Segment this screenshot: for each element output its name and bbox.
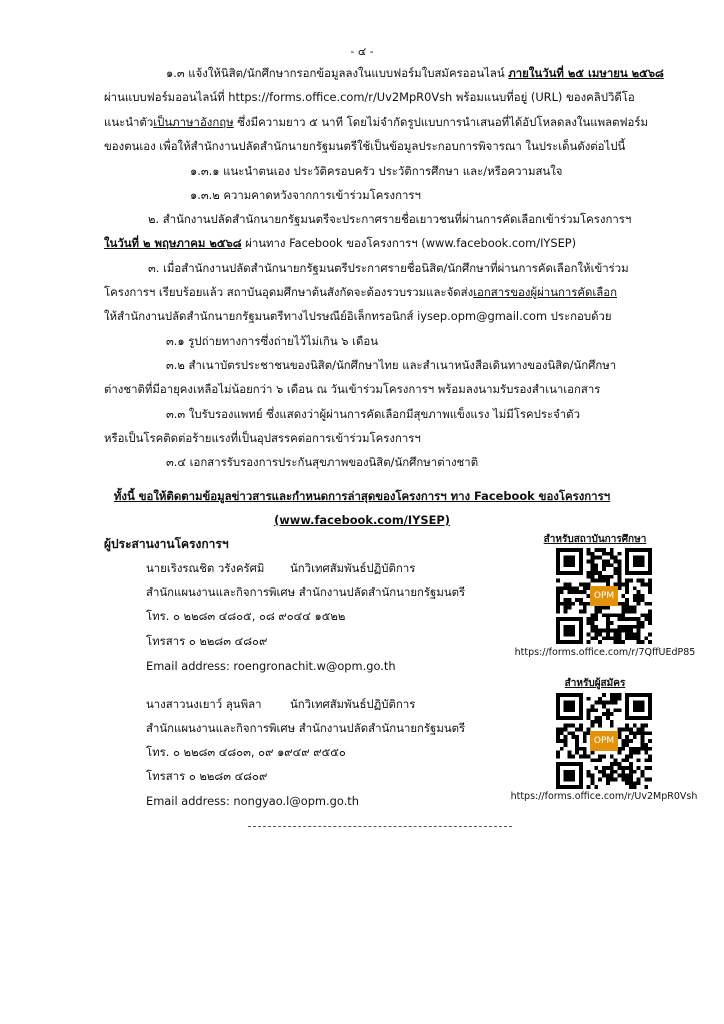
coordinator-2-position: นักวิเทศสัมพันธ์ปฏิบัติการ	[290, 697, 416, 711]
para-3-line-2	[104, 285, 617, 300]
opm-logo: OPM	[590, 586, 618, 606]
qr-institution-url[interactable]: https://forms.office.com/r/7QffUEdP85	[514, 647, 696, 658]
item-1-3-1: ๑.๓.๑ แนะนำตนเอง ประวัติครอบครัว ประวัติการศึกษา และ/หรือความสนใจ	[190, 164, 563, 178]
coordinator-2-office: สำนักแผนงานและกิจการพิเศษ สำนักงานปลัดสำนักนายกรัฐมนตรี	[146, 721, 466, 735]
para-1-3-line-1	[166, 66, 664, 81]
para-1-3-line-4: ของตนเอง เพื่อให้สำนักงานปลัดสำนักนายกรัฐมนตรีใช้เป็นข้อมูลประกอบการพิจารณา ในประเด็นดังต่อไปนี้	[104, 139, 626, 153]
para-1-3-text: แนะนำตัว	[104, 115, 154, 129]
para-2-line-2	[104, 236, 576, 251]
para-1-3-line-3	[104, 115, 648, 130]
para-3-text: โครงการฯ เรียบร้อยแล้ว สถาบันอุดมศึกษาต้นสังกัดจะต้องรวบรวมและจัดส่ง	[104, 285, 474, 299]
qr-code-applicant[interactable]	[556, 693, 652, 789]
coordinator-1-phone: โทร. ๐ ๒๒๘๓ ๔๘๐๕, ๐๘ ๙๐๔๔ ๑๕๒๒	[146, 609, 346, 623]
announcement-date: ในวันที่ ๒ พฤษภาคม ๒๕๖๘	[104, 236, 242, 250]
qr-institution-label: สำหรับสถาบันการศึกษา	[543, 534, 647, 545]
item-3-3-line-2: หรือเป็นโรคติดต่อร้ายแรงที่เป็นอุปสรรคต่อการเข้าร่วมโครงการฯ	[104, 431, 421, 445]
para-3-line-1: ๓. เมื่อสำนักงานปลัดสำนักนายกรัฐมนตรีประกาศรายชื่อนิสิต/นักศึกษาที่ผ่านการคัดเลือกให้เข้าร่วม	[148, 261, 629, 275]
qr-applicant-url[interactable]: https://forms.office.com/r/Uv2MpR0Vsh	[510, 791, 698, 802]
deadline-date: ภายในวันที่ ๒๕ เมษายน ๒๕๖๘	[508, 66, 664, 80]
para-2-text: ผ่านทาง Facebook ของโครงการฯ (www.facebook.com/IYSEP)	[241, 236, 577, 250]
item-3-4: ๓.๔ เอกสารรับรองการประกันสุขภาพของนิสิต/นักศึกษาต่างชาติ	[166, 455, 479, 469]
coordinators-heading: ผู้ประสานงานโครงการฯ	[104, 537, 229, 551]
coordinator-1-position: นักวิเทศสัมพันธ์ปฏิบัติการ	[290, 561, 416, 575]
english-language-note: เป็นภาษาอังกฤษ	[153, 115, 234, 129]
para-1-3-text: ซึ่งมีความยาว ๕ นาที โดยไม่จำกัดรูปแบบการนำเสนอที่ได้อัปโหลดลงในแพลตฟอร์ม	[233, 115, 649, 129]
item-3-2-line-2: ต่างชาติที่มีอายุคงเหลือไม่น้อยกว่า ๖ เดือน ณ วันเข้าร่วมโครงการฯ พร้อมลงนามรับรองสำเนาเอกสาร	[104, 382, 601, 396]
coordinator-1-fax: โทรสาร ๐ ๒๒๘๓ ๔๘๐๙	[146, 634, 268, 648]
para-1-3-text: ๑.๓ แจ้งให้นิสิต/นักศึกษากรอกข้อมูลลงในแบบฟอร์มใบสมัครออนไลน์	[166, 66, 509, 80]
item-3-2-line-1: ๓.๒ สำเนาบัตรประชาชนของนิสิต/นักศึกษาไทย และสำเนาหนังสือเดินทางของนิสิต/นักศึกษา	[166, 358, 617, 372]
item-3-1: ๓.๑ รูปถ่ายทางการซึ่งถ่ายไว้ไม่เกิน ๖ เดือน	[166, 334, 379, 348]
facebook-notice-url: (www.facebook.com/IYSEP)	[274, 513, 450, 527]
para-3-line-3: ให้สำนักงานปลัดสำนักนายกรัฐมนตรีทางไปรษณีย์อิเล็กทรอนิกส์ iysep.opm@gmail.com ประกอบด้วย	[104, 309, 612, 323]
qr-applicant-label: สำหรับผู้สมัคร	[564, 678, 626, 689]
para-1-3-line-2: ผ่านแบบฟอร์มออนไลน์ที่ https://forms.office.com/r/Uv2MpR0Vsh พร้อมแนบที่อยู่ (URL) ของคลิปวิดีโอ	[104, 90, 635, 104]
coordinator-2-name: นางสาวนงเยาว์ ลุนพิลา	[146, 697, 262, 711]
selected-documents-note: เอกสารของผู้ผ่านการคัดเลือก	[473, 285, 618, 299]
facebook-notice-line-1: ทั้งนี้ ขอให้ติดตามข้อมูลข่าวสารและกำหนดการล่าสุดของโครงการฯ ทาง Facebook ของโครงการฯ	[113, 489, 611, 503]
coordinator-2-phone: โทร. ๐ ๒๒๘๓ ๔๘๐๓, ๐๙ ๑๙๔๙ ๙๕๕๐	[146, 745, 346, 759]
page-number: - ๔ -	[350, 45, 374, 58]
coordinator-1-office: สำนักแผนงานและกิจการพิเศษ สำนักงานปลัดสำนักนายกรัฐมนตรี	[146, 585, 466, 599]
end-divider	[248, 826, 512, 827]
coordinator-2-fax: โทรสาร ๐ ๒๒๘๓ ๔๘๐๙	[146, 769, 268, 783]
item-1-3-2: ๑.๓.๒ ความคาดหวังจากการเข้าร่วมโครงการฯ	[190, 188, 421, 202]
para-2-line-1: ๒. สำนักงานปลัดสำนักนายกรัฐมนตรีจะประกาศรายชื่อเยาวชนที่ผ่านการคัดเลือกเข้าร่วมโครงการฯ	[148, 212, 632, 226]
qr-code-institution[interactable]	[556, 548, 652, 644]
item-3-3-line-1: ๓.๓ ใบรับรองแพทย์ ซึ่งแสดงว่าผู้ผ่านการคัดเลือกมีสุขภาพแข็งแรง ไม่มีโรคประจำตัว	[166, 407, 580, 421]
coordinator-1-name: นายเริงรณชิต วรังครัศมิ	[146, 561, 265, 575]
opm-logo: OPM	[590, 731, 618, 751]
coordinator-2-email[interactable]: Email address: nongyao.l@opm.go.th	[146, 794, 359, 808]
coordinator-1-email[interactable]: Email address: roengronachit.w@opm.go.th	[146, 659, 396, 673]
